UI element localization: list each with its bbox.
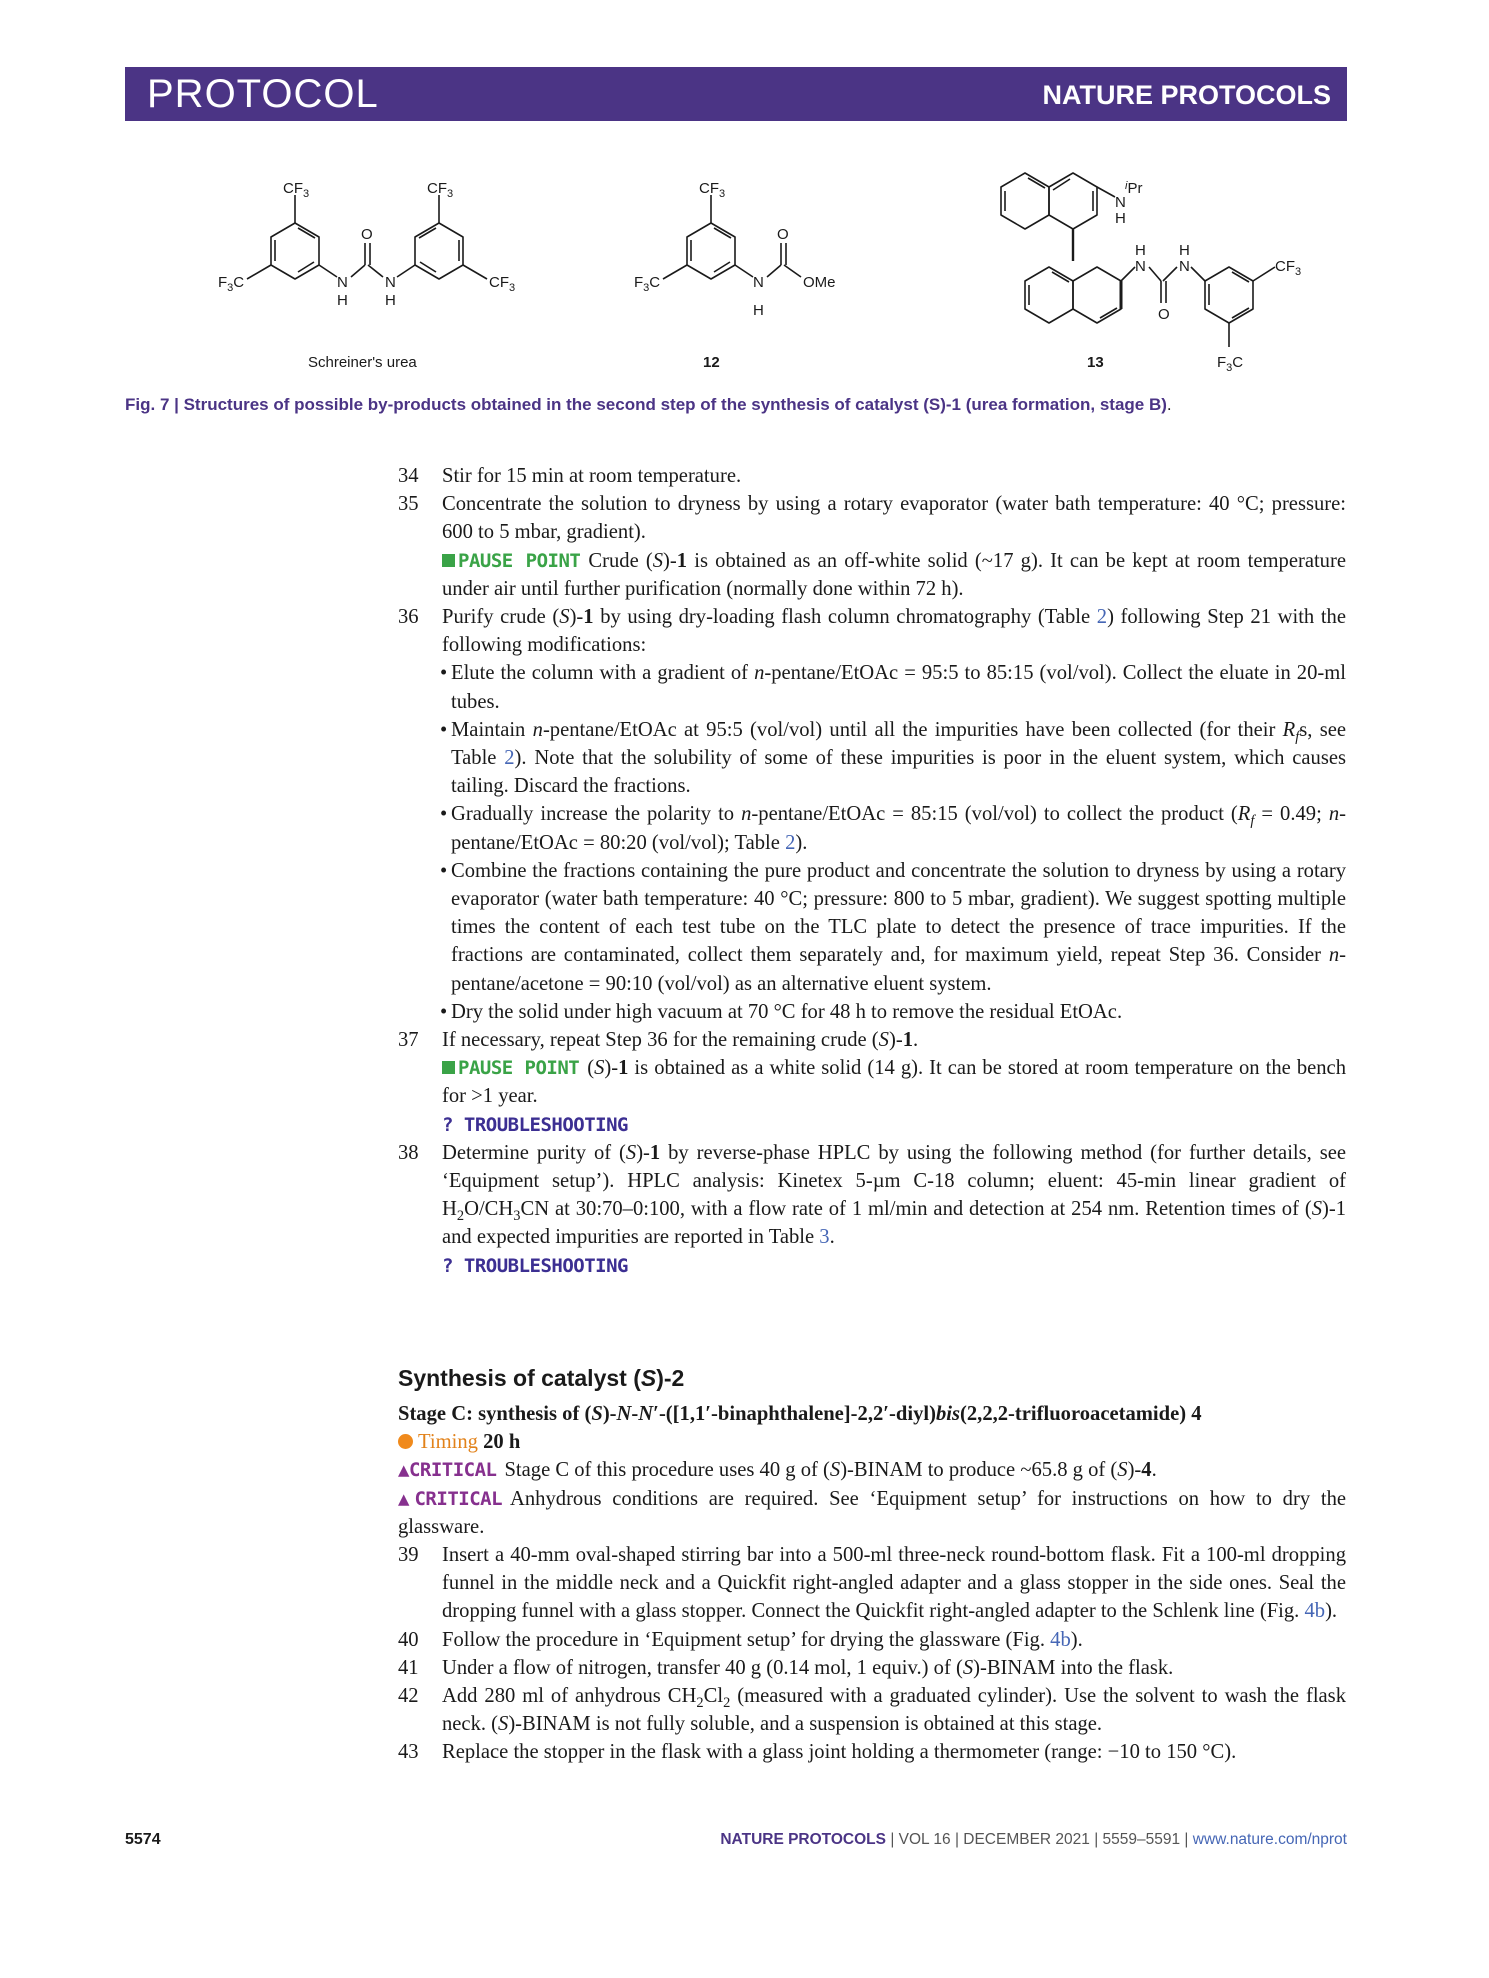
ipr-label: $^i$Pr [1125, 180, 1143, 197]
pause-square-icon [442, 554, 455, 567]
troubleshooting-2: ? TROUBLESHOOTING [442, 1254, 628, 1277]
bullet-item: • Dry the solid under high vacuum at 70 °C for 48 h to remove the residual EtOAc. [440, 1000, 1123, 1023]
stage-c [398, 1400, 1346, 1767]
f3c-label: $F_3C$ [1217, 354, 1244, 374]
cf3-label: $CF_3$ [489, 274, 516, 294]
aryl-ring-right [415, 223, 463, 279]
timing-line: Timing 20 h [398, 1428, 1346, 1456]
h-label: H [385, 292, 396, 309]
section-heading: Synthesis of catalyst (S)-2 [398, 1365, 685, 1391]
header-bar [125, 67, 1347, 121]
critical-2: ▲CRITICAL Anhydrous conditions are required. See ‘Equipment setup’ for instructions on how to dry the glassware. [398, 1487, 1347, 1538]
step-38: 38 Determine purity of (S)-1 by reverse-phase HPLC by using the following method (for further details, see ‘Equipment setup’). HPLC analysis: Kinetex 5-µm C-18 column; eluent: 45-min linear gradient of $H_2O/CH_3CN$ at 30:70–0:100, with a flow rate of 1 ml/min and detection at 254 nm. Retention times of (S)-1 and expected impurities are reported in Table 3. [398, 1141, 1347, 1249]
compound-12-label: 12 [703, 354, 720, 371]
critical-1: ▲CRITICAL Stage C of this procedure uses 40 g of (S)-BINAM to produce ~65.8 g of (S)-4. [398, 1459, 1157, 1482]
figure-caption: Fig. 7 | Structures of possible by-products obtained in the second step of the synthesis of catalyst (S)-1 (urea formation, stage B). [125, 395, 1172, 414]
step-40: 40 Follow the procedure in ‘Equipment setup’ for drying the glassware (Fig. 4b). [398, 1628, 1083, 1651]
h-label: H [1179, 242, 1190, 259]
table-link[interactable]: 2 [1096, 606, 1108, 629]
step-35: 35 Concentrate the solution to dryness by using a rotary evaporator (water bath temperature: 40 °C; pressure: 600 to 5 mbar, gradient). [398, 493, 1346, 544]
n-label: N [1115, 194, 1126, 211]
ome-label: OMe [803, 274, 836, 291]
cf3-label: $CF_3$ [427, 180, 454, 200]
o-label: O [1158, 306, 1170, 323]
step-34: 34 Stir for 15 min at room temperature. [398, 465, 742, 487]
f3c-label: $F_3C$ [218, 274, 245, 294]
o-label: O [777, 226, 789, 243]
page-number: 5574 [125, 1831, 161, 1848]
table-link[interactable]: 2 [785, 831, 796, 854]
figure-link[interactable]: 4b [1304, 1600, 1326, 1623]
h-label: H [753, 302, 764, 319]
h-label: H [337, 292, 348, 309]
step-36: 36 Purify crude (S)-1 by using dry-loading flash column chromatography (Table 2) following Step 21 with the following modifications: [398, 606, 1346, 657]
bullet-item: • Maintain n-pentane/EtOAc at 95:5 (vol/vol) until all the impurities have been collected (for their $R_fs$, see Table 2). Note that the solubility of some of these impurities is poor in the eluent system, which causes tailing. Discard the fractions. [440, 718, 1347, 798]
journal-name: NATURE PROTOCOLS [1042, 80, 1331, 110]
step-36-bullets [398, 659, 1346, 1026]
compound-13-label: 13 [1087, 354, 1104, 371]
troubleshooting-1: ? TROUBLESHOOTING [442, 1113, 628, 1136]
chemical-structures [125, 135, 1347, 390]
o-label: O [361, 226, 373, 243]
table-link[interactable]: 2 [504, 747, 515, 770]
cf3-label: $CF_3$ [699, 180, 726, 200]
n-label: N [1179, 258, 1190, 275]
step-43: 43 Replace the stopper in the flask with a glass joint holding a thermometer (range: −10 to 150 °C). [398, 1741, 1237, 1764]
cf3-label: $CF_3$ [1275, 258, 1302, 278]
schreiners-urea-label: Schreiner's urea [308, 354, 417, 371]
section-label: PROTOCOL [147, 72, 379, 116]
step-37: 37 If necessary, repeat Step 36 for the remaining crude (S)-1. [398, 1029, 919, 1052]
table-link[interactable]: 3 [819, 1226, 830, 1249]
pause-square-icon [442, 1061, 455, 1074]
step-42: 42 Add 280 ml of anhydrous $CH_2Cl_2$ (measured with a graduated cylinder). Use the solvent to wash the flask neck. (S)-BINAM is not fully soluble, and a suspension is obtained at this stage. [398, 1685, 1346, 1736]
n-label: N [337, 274, 348, 291]
h-label: H [1135, 242, 1146, 259]
aryl-ring-left [271, 223, 319, 279]
bullet-item: • Elute the column with a gradient of n-pentane/EtOAc = 95:5 to 85:15 (vol/vol). Collect the eluate in 20-ml tubes. [440, 662, 1346, 713]
protocol-steps [398, 462, 1346, 1280]
cf3-label: $CF_3$ [283, 180, 310, 200]
timing-clock-icon [398, 1434, 413, 1449]
stage-heading: Stage C: synthesis of (S)-N-N′-([1,1′-binaphthalene]-2,2′-diyl)bis(2,2,2-trifluoroacetamide) 4 [398, 1403, 1202, 1425]
footer-citation: NATURE PROTOCOLS | VOL 16 | DECEMBER 2021 | 5559–5591 | www.nature.com/nprot [720, 1831, 1347, 1848]
figure-link[interactable]: 4b [1050, 1628, 1071, 1651]
bullet-item: • Combine the fractions containing the pure product and concentrate the solution to dryness by using a rotary evaporator (water bath temperature: 40 °C; pressure: 800 to 5 mbar, gradient). We suggest spotting multiple times the content of each test tube on the TLC plate to detect the presence of trace impurities. If the fractions are contaminated, collect them separately and, for maximum yield, repeat Step 36. Consider n-pentane/acetone = 90:10 (vol/vol) as an alternative eluent system. [440, 859, 1346, 995]
pause-point-1: PAUSE POINT Crude (S)-1 is obtained as an off-white solid (~17 g). It can be kept at room temperature under air until further purification (normally done within 72 h). [442, 549, 1346, 600]
n-label: N [385, 274, 396, 291]
step-39: 39 Insert a 40-mm oval-shaped stirring bar into a 500-ml three-neck round-bottom flask. Fit a 100-ml dropping funnel in the middle neck and a Quickfit right-angled adapter and a glass stopper in the side ones. Seal the dropping funnel with a glass stopper. Connect the Quickfit right-angled adapter to the Schlenk line (Fig. 4b). [398, 1544, 1346, 1623]
h-label: H [1115, 210, 1126, 227]
step-41: 41 Under a flow of nitrogen, transfer 40 g (0.14 mol, 1 equiv.) of (S)-BINAM into the flask. [398, 1656, 1174, 1679]
figure-7 [125, 135, 1347, 390]
f3c-label: $F_3C$ [634, 274, 661, 294]
n-label: N [753, 274, 764, 291]
pause-point-2: PAUSE POINT (S)-1 is obtained as a white solid (14 g). It can be stored at room temperature on the bench for >1 year. [442, 1057, 1346, 1108]
bullet-item: • Gradually increase the polarity to n-pentane/EtOAc = 85:15 (vol/vol) to collect the product ($R_f = 0.49$; n-pentane/EtOAc = 80:20 (vol/vol); Table 2). [440, 803, 1346, 854]
n-label: N [1135, 258, 1146, 275]
aryl-ring-12 [687, 223, 735, 279]
